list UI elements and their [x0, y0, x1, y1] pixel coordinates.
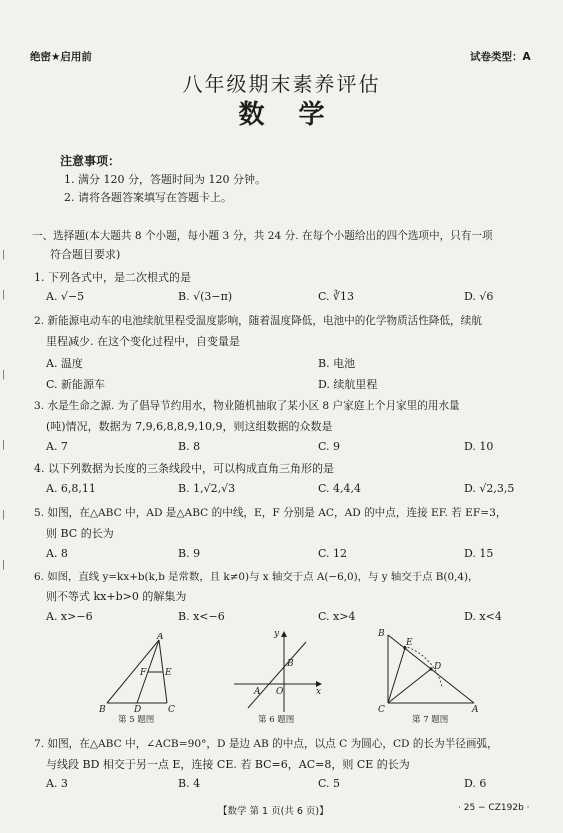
q5-option-c: C. 12 [318, 547, 348, 560]
question-3-cont: (吨)情况，数据为 7,9,6,8,8,9,10,9，则这组数据的众数是 [46, 420, 333, 433]
question-1: 1. 下列各式中，是二次根式的是 [34, 271, 191, 284]
q2-option-d: D. 续航里程 [318, 378, 378, 391]
subject-title: 数学 [238, 100, 359, 130]
q1-option-d: D. √6 [464, 290, 494, 303]
fig7-segment-ce [388, 648, 405, 703]
q6-option-c: C. x>4 [318, 610, 356, 623]
figure-5 [95, 633, 190, 713]
paper-code: · 25 − CZ192b · [458, 803, 530, 813]
q7-option-d: D. 6 [464, 777, 487, 790]
fig6-label-b: B [287, 659, 294, 669]
question-5-cont: 则 BC 的长为 [46, 527, 114, 540]
page-footer: 【数学 第 1 页(共 6 页)】 [218, 806, 329, 817]
fig5-label-b: B [99, 705, 106, 713]
q3-option-a: A. 7 [46, 440, 68, 453]
q4-option-d: D. √2,3,5 [464, 482, 515, 495]
fig5-label-d: D [134, 705, 142, 713]
fig6-label-x: x [316, 687, 322, 697]
binding-mark: | [2, 510, 6, 520]
notice-item: 1. 满分 120 分，答题时间为 120 分钟。 [64, 173, 266, 186]
question-5: 5. 如图，在△ABC 中，AD 是△ABC 的中线，E，F 分别是 AC，AD 的中点，连接 EF. 若 EF=3， [34, 507, 507, 519]
fig5-label-f: F [140, 668, 147, 678]
exam-title: 八年级期末素养评估 [182, 72, 381, 96]
figure-5-caption: 第 5 题图 [118, 715, 155, 725]
q7-option-a: A. 3 [46, 777, 68, 790]
q1-option-b: B. √(3−π) [178, 290, 233, 303]
binding-mark: | [2, 440, 6, 450]
fig7-point-d [429, 667, 432, 670]
fig5-label-c: C [168, 705, 175, 713]
secret-label: 绝密★启用前 [30, 51, 92, 63]
fig7-segment-cd [388, 669, 431, 703]
fig7-label-e: E [406, 638, 413, 648]
figure-7-caption: 第 7 题图 [412, 715, 449, 725]
paper-type: 试卷类型：A [470, 51, 531, 63]
fig6-line [248, 642, 306, 708]
q7-option-b: B. 4 [178, 777, 201, 790]
question-4: 4. 以下列数据为长度的三条线段中，可以构成直角三角形的是 [34, 462, 334, 475]
fig6-label-a: A [254, 687, 261, 697]
q1-option-c: C. ∛13 [318, 290, 355, 303]
q2-option-a: A. 温度 [46, 357, 83, 370]
q7-option-c: C. 5 [318, 777, 341, 790]
q3-option-d: D. 10 [464, 440, 494, 453]
question-3: 3. 水是生命之源. 为了倡导节约用水，物业随机抽取了某小区 8 户家庭上个月家里的用水量 [34, 400, 460, 412]
q4-option-a: A. 6,8,11 [46, 482, 96, 495]
q3-option-b: B. 8 [178, 440, 201, 453]
question-7: 7. 如图，在△ABC 中，∠ACB=90°，D 是边 AB 的中点，以点 C 为圆心，CD 的长为半径画弧， [34, 738, 498, 750]
figure-6 [228, 628, 323, 713]
fig6-y-arrow [281, 631, 287, 637]
question-2-cont: 里程减少. 在这个变化过程中，自变量是 [46, 335, 240, 348]
fig7-label-d: D [434, 662, 442, 672]
q6-option-a: A. x>−6 [46, 610, 93, 623]
notice-heading: 注意事项： [60, 154, 121, 168]
q5-option-a: A. 8 [46, 547, 68, 560]
q6-option-b: B. x<−6 [178, 610, 225, 623]
section-heading-cont: 符合题目要求) [50, 248, 121, 261]
q1-option-a: A. √−5 [46, 290, 85, 303]
q6-option-d: D. x<4 [464, 610, 502, 623]
q2-option-c: C. 新能源车 [46, 378, 106, 391]
q4-option-c: C. 4,4,4 [318, 482, 362, 495]
fig7-label-c: C [378, 705, 385, 715]
fig7-label-a: A [472, 705, 479, 715]
binding-mark: | [2, 370, 6, 380]
q2-option-b: B. 电池 [318, 357, 356, 370]
fig5-label-e: E [165, 668, 172, 678]
q3-option-c: C. 9 [318, 440, 341, 453]
q5-option-d: D. 15 [464, 547, 494, 560]
figure-7 [372, 625, 487, 715]
q4-option-b: B. 1,√2,√3 [178, 482, 236, 495]
section-heading: 一、选择题(本大题共 8 个小题，每小题 3 分，共 24 分. 在每个小题给出的四个选项中，只有一项 [32, 230, 493, 242]
binding-mark: | [2, 560, 6, 570]
binding-mark: | [2, 250, 6, 260]
question-2: 2. 新能源电动车的电池续航里程受温度影响，随着温度降低，电池中的化学物质活性降低，续航 [34, 315, 482, 327]
figure-6-caption: 第 6 题图 [258, 715, 295, 725]
question-7-cont: 与线段 BD 相交于另一点 E，连接 CE. 若 BC=6，AC=8，则 CE 的长为 [46, 758, 410, 771]
q5-option-b: B. 9 [178, 547, 201, 560]
fig6-label-y: y [274, 629, 280, 639]
binding-mark: | [2, 290, 6, 300]
question-6-cont: 则不等式 kx+b>0 的解集为 [46, 590, 187, 603]
fig5-label-a: A [157, 633, 164, 642]
notice-item: 2. 请将各题答案填写在答题卡上。 [64, 191, 232, 204]
fig7-label-b: B [378, 629, 385, 639]
fig6-label-o: O [276, 687, 284, 697]
question-6: 6. 如图，直线 y=kx+b(k,b 是常数，且 k≠0)与 x 轴交于点 A(−6,0)，与 y 轴交于点 B(0,4)， [34, 571, 479, 583]
